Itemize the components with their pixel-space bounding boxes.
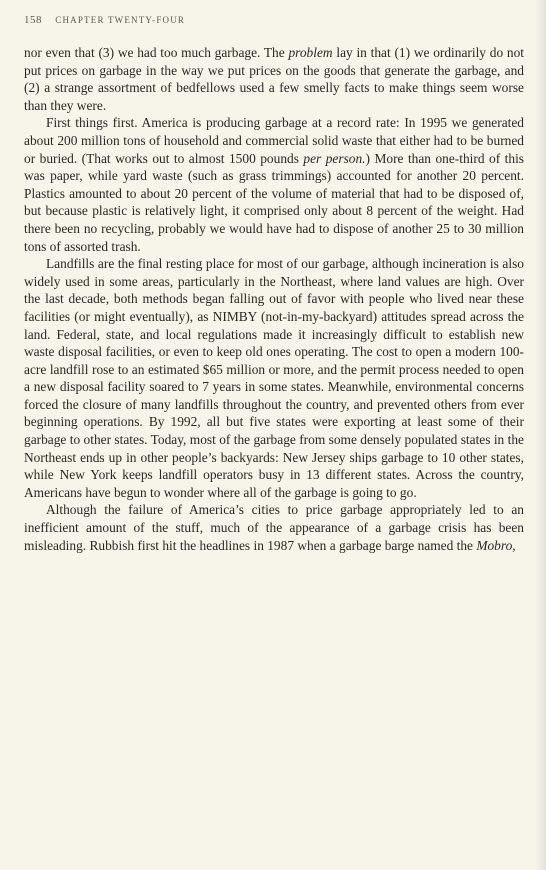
text-run: lay in that (1) we ordinarily do not put prices on garbage in the way we put prices on the goods that generate the garbage, and (2) a strange assortment of bedfellows used a few smelly facts to make things seem worse than they were.	[24, 45, 524, 113]
text-run: Landfills are the final resting place for most of our garbage, although incineration is also widely used in some areas, particularly in the Northeast, where land values are high. Over the last decade, both methods began falling out of favor with people who lived near these facilities (or might eventually), as NIMBY (not-in-my-backyard) attitudes spread across the land. Federal, state, and local regulations made it increasingly difficult to establish new waste disposal facilities, or even to keep old ones operating. The cost to open a modern 100-acre landfill rose to an estimated $65 million or more, and the permit process needed to open a new disposal facility soared to 7 years in some states. Meanwhile, environmental concerns forced the closure of many landfills throughout the country, and prevented others from ever beginning operations. By 1992, all but five states were exporting at least some of their garbage to other states. Today, most of the garbage from some densely populated states in the Northeast ends up in other people’s backyards: New Jersey ships garbage to 10 other states, while New York keeps landfill operators busy in 13 different states. Across the country, Americans have begun to wonder where all of the garbage is going to go.	[24, 256, 524, 500]
page-number: 158	[24, 14, 42, 26]
paragraph-1	[24, 44, 524, 114]
emphasis-text: per person.	[303, 150, 366, 166]
body-text	[24, 44, 524, 554]
text-run: First things first. America is producing garbage at a record rate: In 1995 we generated about 200 million tons of household and commercial solid waste that either had to be burned or buried. (That works out to almost 1500 pounds	[24, 115, 524, 166]
emphasis-text: Mobro,	[476, 537, 516, 553]
paragraph-3	[24, 255, 524, 501]
chapter-title: CHAPTER TWENTY-FOUR	[55, 15, 186, 25]
spine-shadow	[536, 0, 546, 870]
emphasis-text: problem	[288, 45, 333, 60]
text-run: nor even that (3) we had too much garbage. The	[24, 45, 289, 60]
paragraph-4	[24, 501, 524, 554]
text-run: ) More than one-third of this was paper, while yard waste (such as grass trimmings) accounted for another 20 percent. Plastics amounted to about 20 percent of the volume of material that had to be disposed of, but because plastic is relatively light, it comprised only about 8 percent of the weight. Had there been no recycling, probably we would have had to dispose of another 25 to 30 million tons of assorted trash.	[24, 150, 524, 254]
paragraph-2	[24, 114, 524, 255]
running-head	[24, 14, 524, 26]
text-run: Although the failure of America’s cities to price garbage appropriately led to an inefficient amount of the stuff, much of the appearance of a garbage crisis has been misleading. Rubbish first hit the headlines in 1987 when a garbage barge named the	[24, 502, 524, 553]
